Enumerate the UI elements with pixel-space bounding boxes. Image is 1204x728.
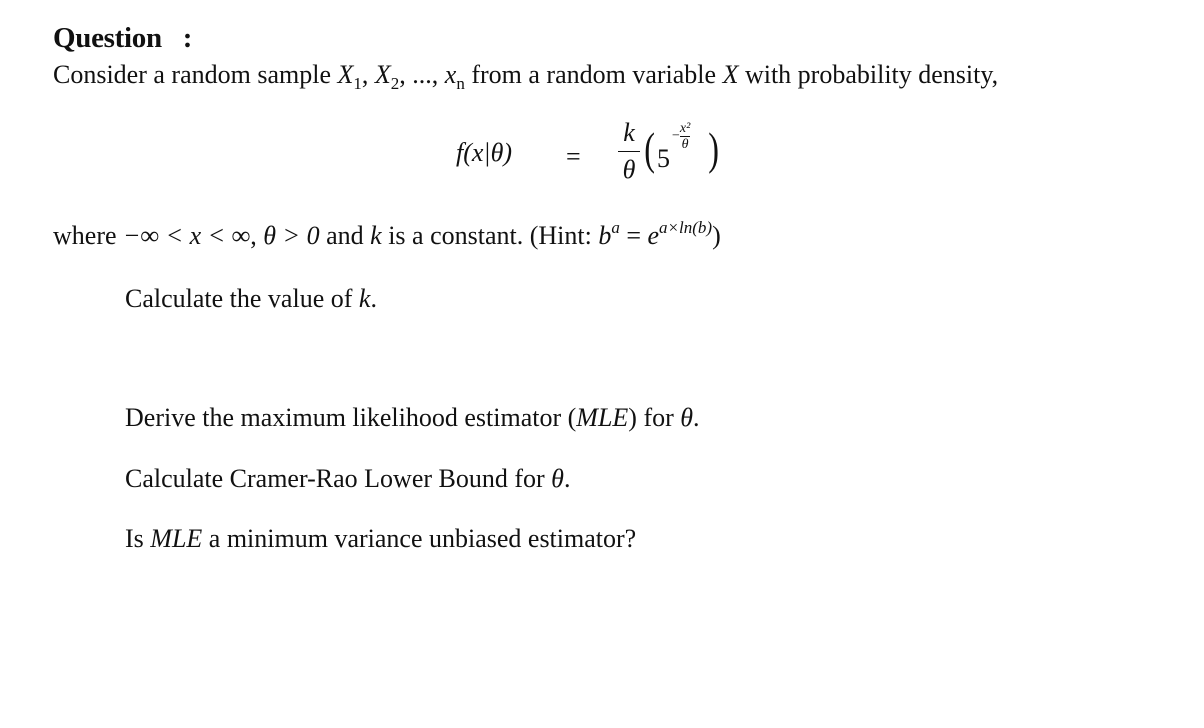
- task-derive-mle: [125, 405, 700, 431]
- conditions-comma: ,: [250, 221, 264, 250]
- task4-text: Is: [125, 524, 151, 553]
- theta-condition: θ > 0: [263, 221, 320, 250]
- task2-var: MLE: [576, 403, 629, 432]
- k-over-theta-fraction: [616, 118, 642, 185]
- exponent-fraction: [680, 122, 690, 151]
- task3-end: .: [563, 464, 571, 493]
- question-colon: :: [182, 22, 193, 54]
- exponent-denominator: θ: [681, 137, 689, 152]
- question-heading: [53, 22, 192, 55]
- density-equation: [456, 118, 756, 194]
- task4-var: MLE: [150, 524, 203, 553]
- hint-e-exponent: a×ln(b): [659, 218, 713, 237]
- var-x2: X: [374, 60, 391, 89]
- var-k: k: [370, 221, 382, 250]
- task1-end: .: [370, 284, 377, 313]
- var-x1: X: [337, 60, 354, 89]
- sub-n: n: [456, 74, 465, 93]
- task2-text: Derive the maximum likelihood estimator (: [125, 403, 577, 432]
- task2-theta: θ: [680, 403, 694, 432]
- hint-b-exponent: a: [611, 218, 620, 237]
- task2-mid: ) for: [628, 403, 681, 432]
- sub-1: 1: [353, 74, 362, 93]
- var-xn: x: [444, 60, 457, 89]
- fraction-denominator: θ: [622, 155, 636, 184]
- task-calculate-k: [125, 286, 377, 312]
- fraction-bar: [618, 151, 640, 152]
- exponent-numerator: x²: [679, 121, 691, 136]
- where-word: where: [53, 221, 124, 250]
- hint-equals: =: [619, 221, 648, 250]
- power-base: 5: [657, 144, 670, 173]
- task1-text: Calculate the value of: [125, 284, 359, 313]
- hint-close: ): [712, 221, 721, 250]
- and-word: and: [319, 221, 371, 250]
- intro-lead: Consider a random sample: [53, 60, 338, 89]
- hint-b: b: [598, 221, 612, 250]
- task1-var: k: [358, 284, 371, 313]
- intro-tail: with probability density,: [738, 60, 999, 89]
- task3-text: Calculate Cramer-Rao Lower Bound for: [125, 464, 552, 493]
- hint-e: e: [647, 221, 660, 250]
- task2-end: .: [693, 403, 700, 432]
- conditions-sentence: [53, 219, 721, 249]
- exponent-minus: −: [672, 128, 680, 144]
- paren-close: ): [708, 123, 720, 174]
- sub-2: 2: [390, 74, 400, 93]
- x-range: −∞ < x < ∞: [123, 221, 251, 250]
- intro-middle: from a random variable: [464, 60, 723, 89]
- constant-text: is a constant. (Hint:: [381, 221, 599, 250]
- intro-sentence: [53, 62, 998, 92]
- paren-open: (: [644, 123, 656, 174]
- ellipsis: , ...,: [399, 60, 445, 89]
- var-X: X: [722, 60, 739, 89]
- task4-end: a minimum variance unbiased estimator?: [202, 524, 637, 553]
- power-exponent: [672, 122, 690, 151]
- question-label: Question: [53, 22, 162, 54]
- comma-1: ,: [361, 60, 375, 89]
- fraction-numerator: k: [623, 118, 635, 147]
- equation-lhs: f(x|θ): [456, 138, 512, 167]
- equation-equals: =: [566, 142, 581, 171]
- task3-theta: θ: [551, 464, 564, 493]
- task-mvue: [125, 526, 636, 552]
- task-cramer-rao: [125, 466, 570, 492]
